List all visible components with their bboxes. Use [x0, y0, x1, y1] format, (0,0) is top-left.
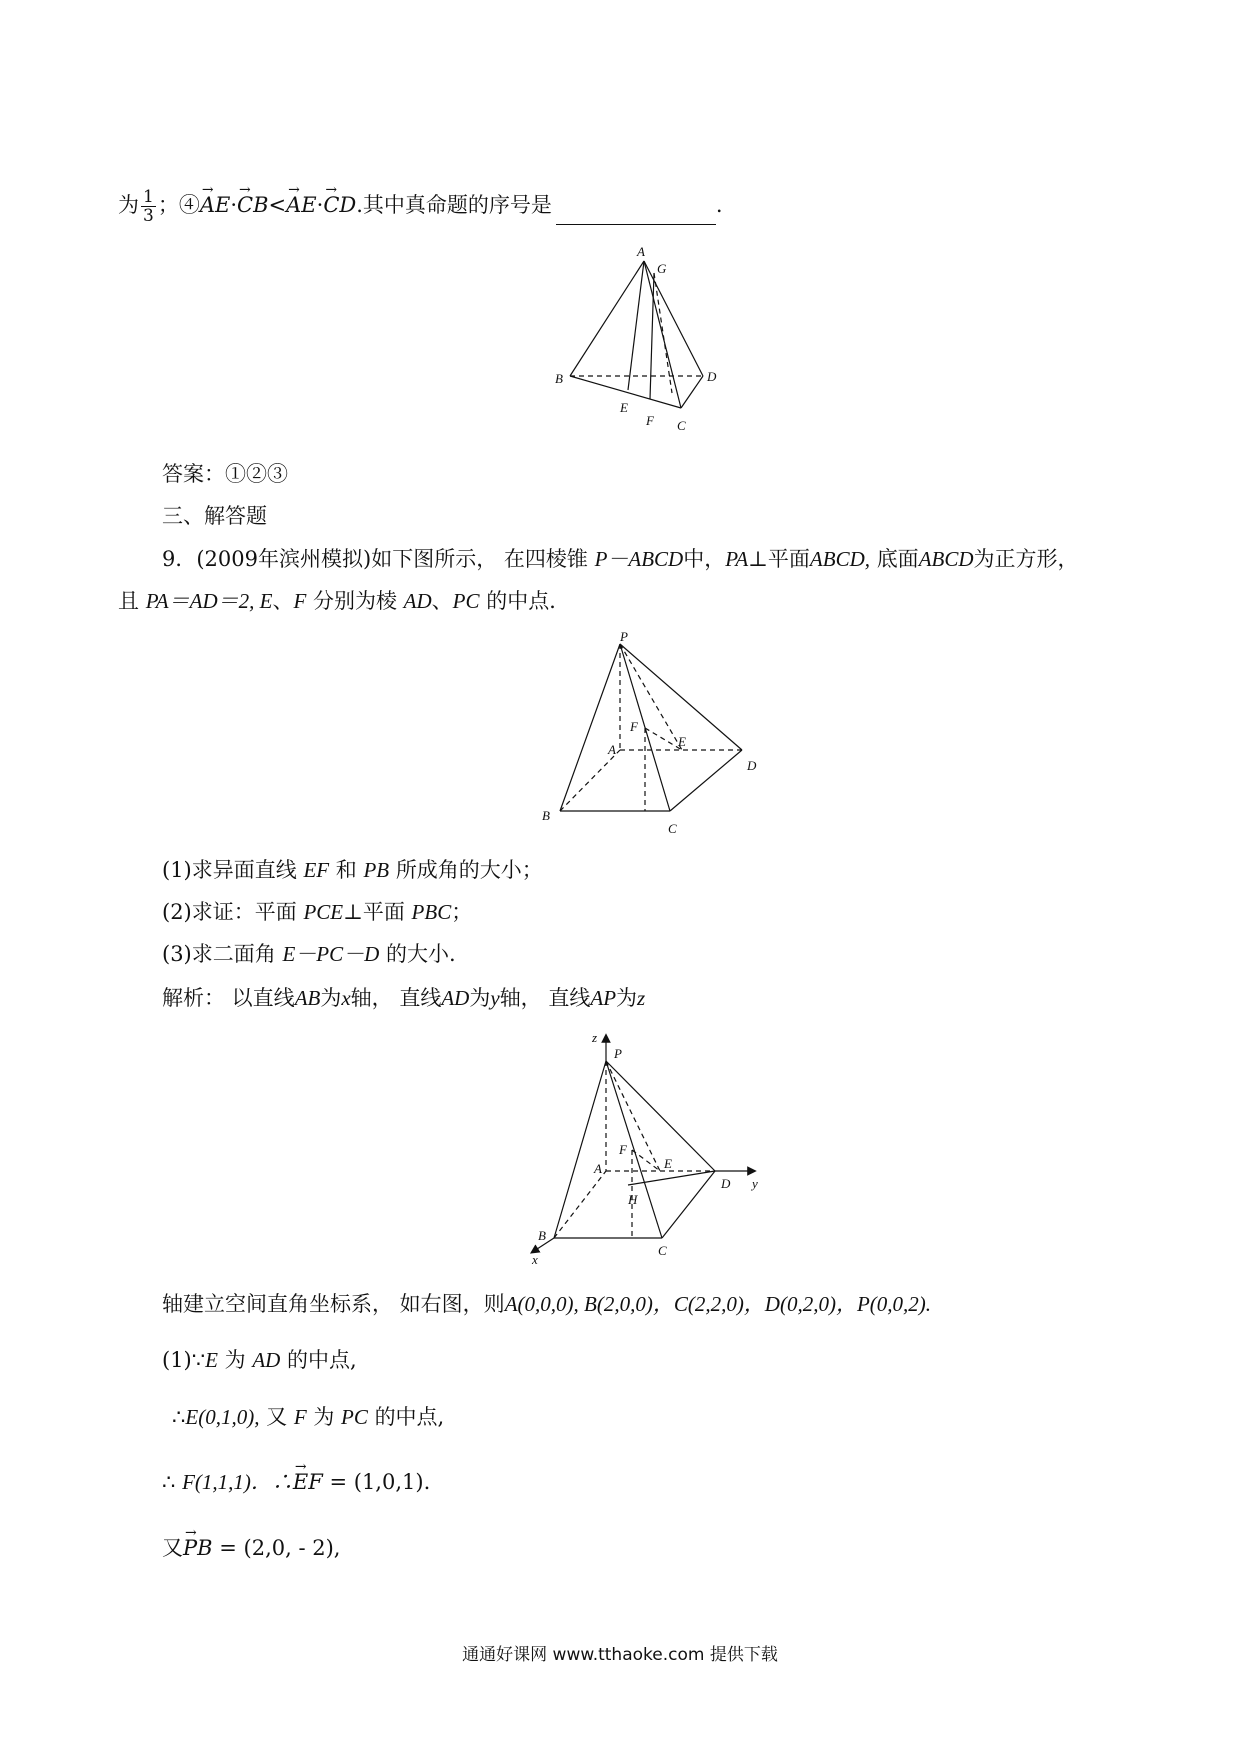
- fig1-label-f: F: [646, 413, 654, 428]
- top-end: .: [715, 193, 723, 217]
- p1-a: 9．(2009年滨州模拟)如下图所示， 在四棱锥: [162, 547, 588, 571]
- p2-h: PC: [452, 589, 480, 613]
- an-g: 为: [469, 986, 491, 1010]
- p2-i: 的中点．: [486, 589, 571, 613]
- fig3-label-x: x: [532, 1252, 538, 1265]
- s1-a: (1)∵: [162, 1348, 206, 1372]
- q1-a: (1)求异面直线: [162, 858, 297, 882]
- p1-h: ABCD: [918, 547, 974, 571]
- fig1-label-d: D: [707, 369, 717, 384]
- s1-b: E: [205, 1348, 218, 1372]
- an-b: AB: [294, 986, 321, 1010]
- s1-c: 为: [224, 1348, 246, 1372]
- p1-d: PA: [725, 547, 749, 571]
- p2-c: 、: [272, 589, 294, 613]
- section-heading: [162, 502, 267, 530]
- fig3-label-p: P: [614, 1046, 622, 1061]
- p2-g: 、: [431, 589, 453, 613]
- fig3-label-c: C: [658, 1243, 667, 1258]
- dot-2: ·: [316, 193, 324, 217]
- coordinate-pyramid-figure: [520, 1030, 780, 1265]
- dot: ·: [230, 193, 238, 217]
- fig1-label-c: C: [677, 418, 686, 433]
- top-sep: ；④: [157, 193, 200, 217]
- fig1-label-g: G: [657, 261, 667, 276]
- q2-e: ；: [451, 900, 473, 924]
- s1-d: AD: [252, 1348, 281, 1372]
- an-h: y: [490, 986, 500, 1010]
- step-2: [172, 1403, 444, 1431]
- s3-c: = (1,0,1).: [329, 1470, 431, 1494]
- fig3-label-f: F: [619, 1142, 627, 1157]
- fig3-label-y: y: [752, 1176, 758, 1191]
- p2-b: PA＝AD＝2, E: [145, 589, 273, 613]
- question-3: [162, 940, 456, 968]
- fig2-label-c: C: [668, 821, 677, 836]
- vector-cb: → CB: [237, 191, 269, 219]
- an-i: 轴， 直线: [499, 986, 591, 1010]
- fraction-numerator: 1: [143, 187, 154, 207]
- step-3: [162, 1468, 430, 1496]
- step-4: [162, 1534, 340, 1562]
- fig2-label-d: D: [747, 758, 757, 773]
- fig3-label-a: A: [594, 1161, 602, 1176]
- q3-a: (3)求二面角: [162, 942, 276, 966]
- fig2-label-b: B: [542, 808, 550, 823]
- s2-b: E(0,1,0),: [185, 1405, 260, 1429]
- an-d: x: [341, 986, 351, 1010]
- s2-f: PC: [341, 1405, 368, 1429]
- fig3-label-z: z: [592, 1030, 598, 1045]
- q2-d: PBC: [411, 900, 452, 924]
- coords-line: [162, 1290, 931, 1318]
- q3-b: E－PC－D: [282, 942, 380, 966]
- fig2-label-a: A: [608, 742, 616, 757]
- fig2-label-f: F: [630, 719, 638, 734]
- s1-e: 的中点,: [287, 1348, 357, 1372]
- q1-d: PB: [363, 858, 390, 882]
- answer-line: [162, 460, 288, 488]
- p1-i: 为正方形，: [973, 547, 1079, 571]
- section-text: 三、解答题: [162, 504, 267, 528]
- fig2-label-e: E: [678, 734, 686, 749]
- problem-line-1: [162, 545, 1079, 573]
- p1-c: 中，: [683, 547, 726, 571]
- s2-g: 的中点,: [374, 1405, 445, 1429]
- question-2: [162, 898, 472, 926]
- p2-f: AD: [403, 589, 432, 613]
- p2-d: F: [293, 589, 307, 613]
- problem-line-2: [118, 587, 570, 615]
- s2-a: ∴: [172, 1405, 186, 1429]
- fig2-label-p: P: [620, 629, 628, 644]
- less-than: <: [268, 193, 287, 217]
- pyramid-figure: [530, 628, 770, 843]
- s2-c: 又: [266, 1405, 288, 1429]
- q3-c: 的大小.: [385, 942, 456, 966]
- p1-e: ⊥平面: [748, 547, 810, 571]
- q2-b: PCE: [303, 900, 344, 924]
- an-k: 为: [616, 986, 638, 1010]
- s3-a: ∴: [162, 1470, 176, 1494]
- fig3-label-h: H: [628, 1192, 638, 1207]
- p2-a: 且: [118, 589, 139, 613]
- s3-b: F(1,1,1)．∴: [182, 1470, 293, 1494]
- vector-pb: → PB: [183, 1534, 213, 1562]
- q2-c: ⊥平面: [343, 900, 405, 924]
- fraction: [141, 188, 156, 225]
- fig3-label-d: D: [721, 1176, 731, 1191]
- fig1-label-b: B: [555, 371, 563, 386]
- s2-e: 为: [313, 1405, 335, 1429]
- top-prefix: 为: [118, 193, 139, 217]
- coords-b: A(0,0,0), B(2,0,0)，C(2,2,0)，D(0,2,0)，P(0,0,2).: [504, 1292, 932, 1316]
- analysis-line: [162, 984, 645, 1012]
- answer-text: 答案：①②③: [162, 462, 288, 486]
- p1-b: P－ABCD: [594, 547, 684, 571]
- s4-b: = (2,0, - 2),: [219, 1536, 341, 1560]
- answer-blank: [556, 204, 716, 225]
- top-suffix: .其中真命题的序号是: [356, 193, 552, 217]
- vector-ef: → EF: [293, 1468, 323, 1496]
- p1-g: 底面: [876, 547, 919, 571]
- s2-d: F: [293, 1405, 307, 1429]
- vector-cd: → CD: [323, 191, 356, 219]
- fig1-label-e: E: [620, 400, 628, 415]
- an-j: AP: [590, 986, 617, 1010]
- p1-f: ABCD,: [809, 547, 870, 571]
- top-line: [118, 188, 723, 225]
- fig3-label-b: B: [538, 1228, 546, 1243]
- an-c: 为: [320, 986, 342, 1010]
- fig3-label-e: E: [664, 1156, 672, 1171]
- q1-e: 所成角的大小；: [395, 858, 543, 882]
- page-footer: 通通好课网 www.tthaoke.com 提供下载: [462, 1645, 778, 1665]
- fraction-denominator: 3: [143, 206, 154, 226]
- p2-e: 分别为棱: [312, 589, 397, 613]
- an-a: 解析： 以直线: [162, 986, 295, 1010]
- an-e: 轴， 直线: [350, 986, 442, 1010]
- q2-a: (2)求证：平面: [162, 900, 297, 924]
- coords-a: 轴建立空间直角坐标系， 如右图，则: [162, 1292, 505, 1316]
- q1-b: EF: [303, 858, 330, 882]
- an-l: z: [637, 986, 646, 1010]
- vector-ae: → AE: [200, 191, 231, 219]
- an-f: AD: [441, 986, 470, 1010]
- s4-a: 又: [162, 1536, 183, 1560]
- fig1-label-a: A: [637, 244, 645, 259]
- vector-ae-2: → AE: [286, 191, 317, 219]
- question-1: [162, 856, 543, 884]
- step-1: [162, 1346, 357, 1374]
- q1-c: 和: [335, 858, 357, 882]
- tetrahedron-figure: [540, 240, 740, 440]
